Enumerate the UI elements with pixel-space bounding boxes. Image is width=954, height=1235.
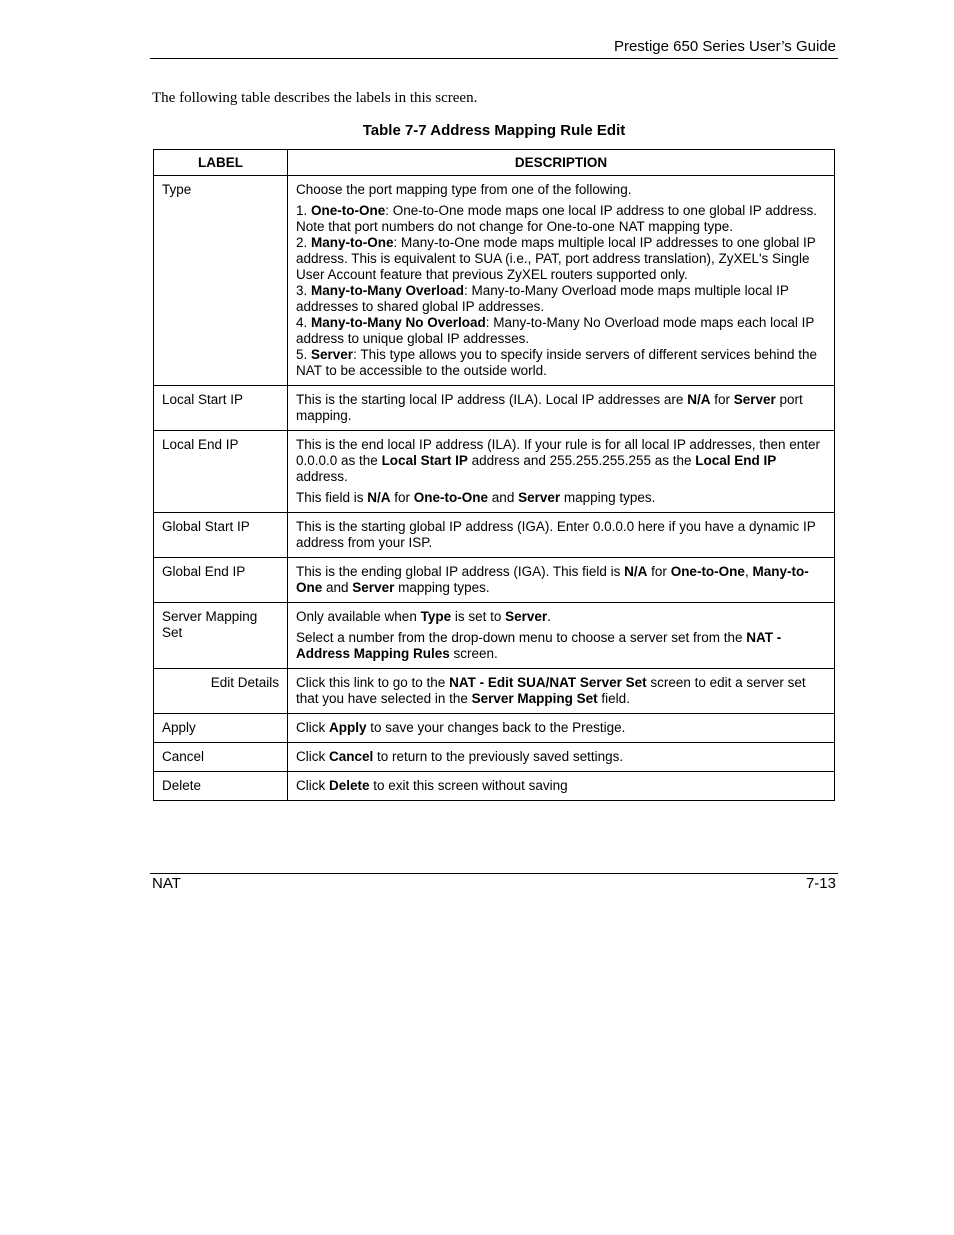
text-run: to exit this screen without saving <box>369 778 568 793</box>
description-paragraph <box>296 182 826 198</box>
row-description <box>288 669 835 714</box>
text-run: 5. <box>296 347 312 362</box>
footer-page-number: 7-13 <box>805 875 836 892</box>
text-run: and <box>322 580 353 595</box>
description-paragraph <box>296 235 826 283</box>
description-paragraph <box>296 675 826 707</box>
description-paragraph <box>296 749 826 765</box>
emphasis-text: Server <box>505 609 548 624</box>
text-run: This is the starting global IP address (IGA). Enter 0.0.0.0 here if you have a dynamic IP address from your ISP. <box>296 519 816 550</box>
text-run: : This type allows you to specify inside servers of different services behind the NAT to be accessible to the outside world. <box>296 347 818 378</box>
emphasis-text: Server <box>352 580 395 595</box>
text-run: screen to edit a server set that you have selected in the <box>296 675 806 706</box>
description-paragraph <box>296 519 826 551</box>
emphasis-text: Cancel <box>329 749 374 764</box>
row-label: Global End IP <box>154 558 288 603</box>
text-run: 4. <box>296 315 312 330</box>
row-label: Global Start IP <box>154 513 288 558</box>
description-paragraph <box>296 392 826 424</box>
header-rule <box>150 58 838 59</box>
column-header-description: DESCRIPTION <box>288 150 835 176</box>
text-run: , <box>744 564 753 579</box>
description-paragraph <box>296 609 826 625</box>
text-run: 2. <box>296 235 312 250</box>
emphasis-text: Many-to-One <box>311 235 394 250</box>
row-description <box>288 743 835 772</box>
row-label: Apply <box>154 714 288 743</box>
table-row <box>154 176 835 386</box>
row-label: Edit Details <box>154 669 288 714</box>
running-header: Prestige 650 Series User’s Guide <box>613 38 836 55</box>
text-run: Select a number from the drop-down menu to choose a server set from the <box>296 630 747 645</box>
description-paragraph <box>296 630 826 662</box>
emphasis-text: Local End IP <box>695 453 777 468</box>
emphasis-text: NAT - Edit SUA/NAT Server Set <box>449 675 647 690</box>
text-run: : Many-to-One mode maps multiple local IP addresses to one global IP address. This is equivalent to SUA (i.e., PAT, port address translation), ZyXEL's Single User Account feature that previous ZyXEL routers supported only. <box>296 235 816 282</box>
emphasis-text: One-to-One <box>311 203 386 218</box>
description-paragraph <box>296 778 826 794</box>
text-run: Click <box>296 749 329 764</box>
text-run: for <box>710 392 734 407</box>
emphasis-text: Apply <box>329 720 367 735</box>
table-row <box>154 669 835 714</box>
row-label: Local End IP <box>154 431 288 513</box>
text-run: This is the end local IP address (ILA). If your rule is for all local IP addresses, then enter 0.0.0.0 as the <box>296 437 821 468</box>
description-paragraph <box>296 490 826 506</box>
description-paragraph <box>296 315 826 347</box>
description-paragraph <box>296 347 826 379</box>
emphasis-text: One-to-One <box>413 490 489 505</box>
table-caption: Table 7-7 Address Mapping Rule Edit <box>362 122 626 139</box>
text-run: and <box>488 490 519 505</box>
table-row <box>154 431 835 513</box>
table-row <box>154 513 835 558</box>
text-run: for <box>647 564 671 579</box>
emphasis-text: Many-to-Many No Overload <box>311 315 486 330</box>
address-mapping-table <box>153 149 835 801</box>
description-paragraph <box>296 437 826 485</box>
text-run: . <box>547 609 551 624</box>
row-label: Type <box>154 176 288 386</box>
text-run: to save your changes back to the Prestige. <box>366 720 626 735</box>
row-label: Server Mapping Set <box>154 603 288 669</box>
text-run: address. <box>296 469 348 484</box>
table-row <box>154 603 835 669</box>
table-body <box>154 176 835 801</box>
text-run: field. <box>597 691 630 706</box>
emphasis-text: NAT - Address Mapping Rules <box>296 630 782 661</box>
emphasis-text: Server Mapping Set <box>471 691 598 706</box>
emphasis-text: Server <box>311 347 354 362</box>
text-run: is set to <box>451 609 506 624</box>
description-paragraph <box>296 720 826 736</box>
row-label: Local Start IP <box>154 386 288 431</box>
description-paragraph <box>296 564 826 596</box>
text-run: 3. <box>296 283 312 298</box>
text-run: for <box>390 490 414 505</box>
table-header-row <box>154 150 835 176</box>
emphasis-text: N/A <box>624 564 648 579</box>
table-row <box>154 743 835 772</box>
emphasis-text: Server <box>733 392 776 407</box>
text-run: Choose the port mapping type from one of the following. <box>296 182 632 197</box>
text-run: port mapping. <box>296 392 803 423</box>
emphasis-text: N/A <box>367 490 391 505</box>
emphasis-text: Local Start IP <box>381 453 468 468</box>
table-row <box>154 772 835 801</box>
intro-text: The following table describes the labels in this screen. <box>152 90 478 106</box>
text-run: Click <box>296 720 329 735</box>
text-run: Click <box>296 778 329 793</box>
text-run: This field is <box>296 490 368 505</box>
text-run: address and 255.255.255.255 as the <box>467 453 696 468</box>
table-row <box>154 558 835 603</box>
emphasis-text: One-to-One <box>670 564 745 579</box>
description-paragraph <box>296 203 826 235</box>
emphasis-text: Many-to-One <box>296 564 809 595</box>
table-row <box>154 386 835 431</box>
emphasis-text: N/A <box>687 392 711 407</box>
row-description <box>288 386 835 431</box>
text-run: mapping types. <box>560 490 656 505</box>
column-header-label: LABEL <box>154 150 288 176</box>
text-run: screen. <box>449 646 498 661</box>
row-label: Delete <box>154 772 288 801</box>
text-run: : Many-to-Many Overload mode maps multiple local IP addresses to shared global IP addresses. <box>296 283 789 314</box>
text-run: to return to the previously saved settings. <box>373 749 624 764</box>
text-run: : One-to-One mode maps one local IP address to one global IP address. Note that port numbers do not change for One-to-one NAT mapping type. <box>296 203 818 234</box>
text-run: Only available when <box>296 609 421 624</box>
row-description <box>288 431 835 513</box>
text-run: mapping types. <box>394 580 490 595</box>
text-run: 1. <box>296 203 312 218</box>
footer-rule <box>150 873 838 874</box>
row-label: Cancel <box>154 743 288 772</box>
emphasis-text: Server <box>518 490 561 505</box>
text-run: : Many-to-Many No Overload mode maps each local IP address to unique global IP addresses. <box>296 315 815 346</box>
row-description <box>288 714 835 743</box>
row-description <box>288 603 835 669</box>
row-description <box>288 772 835 801</box>
table-row <box>154 714 835 743</box>
description-paragraph <box>296 283 826 315</box>
text-run: This is the starting local IP address (ILA). Local IP addresses are <box>296 392 688 407</box>
text-run: Click this link to go to the <box>296 675 450 690</box>
row-description <box>288 558 835 603</box>
emphasis-text: Delete <box>329 778 370 793</box>
footer-section: NAT <box>152 875 181 892</box>
text-run: This is the ending global IP address (IGA). This field is <box>296 564 625 579</box>
emphasis-text: Type <box>420 609 452 624</box>
row-description <box>288 176 835 386</box>
emphasis-text: Many-to-Many Overload <box>311 283 465 298</box>
row-description <box>288 513 835 558</box>
